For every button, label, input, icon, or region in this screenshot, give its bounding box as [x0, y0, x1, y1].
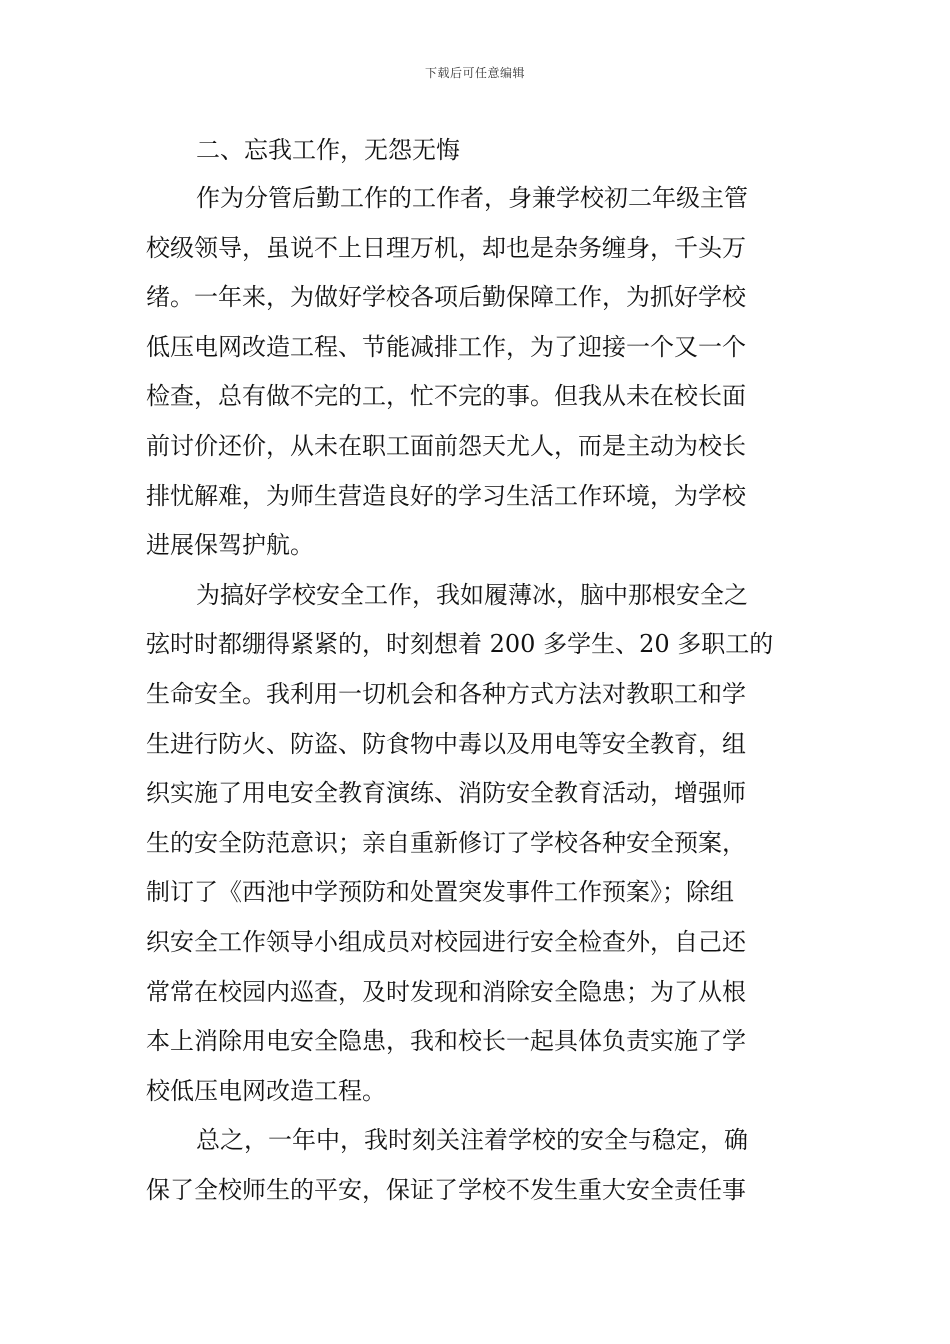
text-line: 总之，一年中，我时刻关注着学校的安全与稳定，确: [196, 1126, 748, 1155]
text-line: 生进行防火、防盗、防食物中毒以及用电等安全教育，组: [146, 729, 746, 758]
text-line: 为搞好学校安全工作，我如履薄冰，脑中那根安全之: [196, 580, 748, 609]
text-line: 保了全校师生的平安，保证了学校不发生重大安全责任事: [146, 1175, 746, 1204]
text-line: 生命安全。我利用一切机会和各种方式方法对教职工和学: [146, 679, 746, 708]
header-note: 下载后可任意编辑: [424, 66, 525, 80]
text-line: 校级领导，虽说不上日理万机，却也是杂务缠身，千头万: [146, 233, 746, 262]
text-line: 制订了《西池中学预防和处置突发事件工作预案》；除组: [146, 878, 734, 907]
text-line: 绪。一年来，为做好学校各项后勤保障工作，为抓好学校: [146, 283, 746, 312]
text-line: 检查，总有做不完的工，忙不完的事。但我从未在校长面: [146, 382, 746, 411]
paragraph-3: [146, 1116, 810, 1215]
document-body: [146, 174, 810, 1215]
paragraph-1: [146, 174, 810, 571]
text-line: 低压电网改造工程、节能减排工作，为了迎接一个又一个: [146, 332, 746, 361]
text-line: 前讨价还价，从未在职工面前怨天尤人，而是主动为校长: [146, 431, 746, 460]
text-line: 本上消除用电安全隐患，我和校长一起具体负责实施了学: [146, 1027, 746, 1056]
text-line: 织实施了用电安全教育演练、消防安全教育活动，增强师: [146, 779, 746, 808]
paragraph-2: [146, 571, 810, 1117]
text-line: 校低压电网改造工程。: [146, 1076, 386, 1105]
text-line: 进展保驾护航。: [146, 531, 314, 560]
text-line: 作为分管后勤工作的工作者，身兼学校初二年级主管: [196, 184, 748, 212]
text-line: 织安全工作领导小组成员对校园进行安全检查外，自己还: [146, 927, 746, 956]
text-line: 常常在校园内巡查，及时发现和消除安全隐患；为了从根: [146, 977, 746, 1006]
text-line: 生的安全防范意识；亲自重新修订了学校各种安全预案，: [146, 828, 746, 857]
section-heading: 二、忘我工作，无怨无悔: [196, 136, 460, 164]
text-line: 排忧解难，为师生营造良好的学习生活工作环境，为学校: [146, 481, 746, 510]
text-line: 弦时时都绷得紧紧的，时刻想着 200 多学生、20 多职工的: [146, 630, 774, 659]
